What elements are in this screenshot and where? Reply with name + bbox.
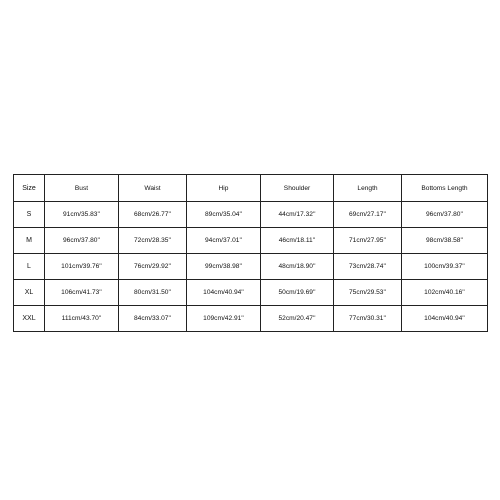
cell-hip: 94cm/37.01'' [187,228,261,254]
cell-bottoms-length: 98cm/38.58'' [402,228,488,254]
cell-bust: 106cm/41.73'' [45,280,119,306]
header-hip: Hip [187,175,261,202]
cell-shoulder: 50cm/19.69'' [261,280,334,306]
header-size: Size [14,175,45,202]
cell-length: 71cm/27.95'' [334,228,402,254]
table-row-s [14,202,488,228]
table-row-xxl [14,306,488,332]
cell-size: M [14,228,45,254]
cell-waist: 84cm/33.07'' [119,306,187,332]
cell-shoulder: 48cm/18.90'' [261,254,334,280]
cell-waist: 68cm/26.77'' [119,202,187,228]
cell-length: 69cm/27.17'' [334,202,402,228]
cell-hip: 99cm/38.98'' [187,254,261,280]
cell-bust: 91cm/35.83'' [45,202,119,228]
size-chart-table [13,174,488,332]
cell-waist: 72cm/28.35'' [119,228,187,254]
header-waist: Waist [119,175,187,202]
cell-bottoms-length: 100cm/39.37'' [402,254,488,280]
cell-bust: 101cm/39.76'' [45,254,119,280]
cell-shoulder: 52cm/20.47'' [261,306,334,332]
cell-bottoms-length: 104cm/40.94'' [402,306,488,332]
header-row [14,175,488,202]
cell-length: 75cm/29.53'' [334,280,402,306]
cell-bust: 111cm/43.70'' [45,306,119,332]
header-bust: Bust [45,175,119,202]
cell-bottoms-length: 102cm/40.16'' [402,280,488,306]
cell-hip: 104cm/40.94'' [187,280,261,306]
cell-length: 73cm/28.74'' [334,254,402,280]
header-bottoms-length: Bottoms Length [402,175,488,202]
cell-shoulder: 44cm/17.32'' [261,202,334,228]
header-shoulder: Shoulder [261,175,334,202]
cell-hip: 89cm/35.04'' [187,202,261,228]
cell-size: XL [14,280,45,306]
cell-size: L [14,254,45,280]
cell-size: S [14,202,45,228]
table-row-xl [14,280,488,306]
cell-bust: 96cm/37.80'' [45,228,119,254]
header-length: Length [334,175,402,202]
cell-waist: 76cm/29.92'' [119,254,187,280]
cell-shoulder: 46cm/18.11'' [261,228,334,254]
table-row-m [14,228,488,254]
table-row-l [14,254,488,280]
cell-length: 77cm/30.31'' [334,306,402,332]
cell-hip: 109cm/42.91'' [187,306,261,332]
cell-bottoms-length: 96cm/37.80'' [402,202,488,228]
cell-size: XXL [14,306,45,332]
cell-waist: 80cm/31.50'' [119,280,187,306]
